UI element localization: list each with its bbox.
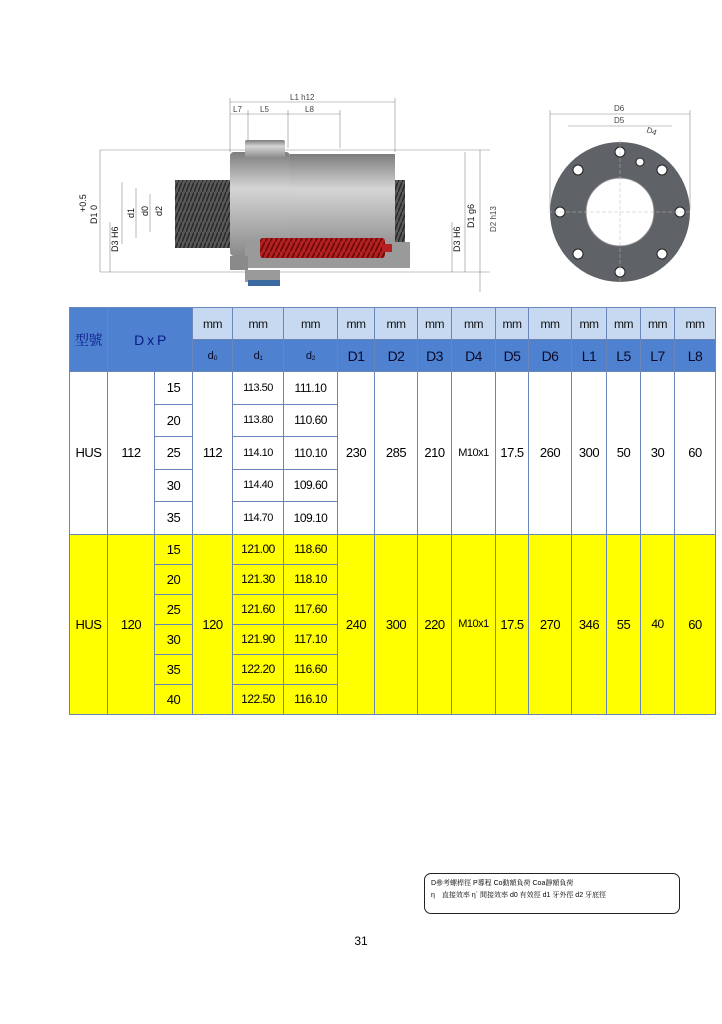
cell-p: 35 [155, 502, 193, 535]
label-d0: d0 [140, 205, 150, 216]
col-header-D3: D3 [418, 340, 452, 372]
col-header-L7: L7 [641, 340, 675, 372]
cell-p: 40 [155, 684, 193, 714]
cell-D4: M10x1 [452, 372, 496, 535]
col-header-L5: L5 [607, 340, 641, 372]
cell-L8: 60 [675, 534, 716, 714]
cell-D2: 285 [375, 372, 418, 535]
cell-d1: 121.30 [233, 564, 284, 594]
cell-L5: 50 [607, 372, 641, 535]
col-header-d2: d₂ [284, 340, 338, 372]
unit-cell: mm [193, 308, 233, 340]
cell-p: 15 [155, 534, 193, 564]
table-group-112 [70, 372, 716, 535]
unit-cell: mm [418, 308, 452, 340]
col-header-L1: L1 [572, 340, 607, 372]
cell-d0: 120 [193, 534, 233, 714]
header-model: 型號 [70, 308, 108, 372]
cell-d2: 117.60 [284, 594, 338, 624]
cell-d1: 121.00 [233, 534, 284, 564]
label-L8: L8 [305, 105, 314, 114]
label-tol: +0.5 [78, 194, 88, 212]
cell-model: HUS [70, 534, 108, 714]
cell-d2: 109.60 [284, 469, 338, 502]
cell-L1: 346 [572, 534, 607, 714]
unit-cell: mm [284, 308, 338, 340]
page-number: 31 [354, 934, 368, 948]
label-D3H6-left: D3 H6 [110, 226, 120, 252]
cell-d1: 121.60 [233, 594, 284, 624]
cell-D4: M10x1 [452, 534, 496, 714]
label-D4: D4 [645, 125, 659, 138]
cell-d1: 114.10 [233, 437, 284, 470]
cell-d1: 113.80 [233, 404, 284, 437]
table-row [70, 534, 716, 564]
cell-D1: 240 [338, 534, 375, 714]
cell-d2: 110.60 [284, 404, 338, 437]
unit-cell: mm [233, 308, 284, 340]
cell-D6: 270 [529, 534, 572, 714]
cell-D3: 210 [418, 372, 452, 535]
label-L5: L5 [260, 105, 269, 114]
label-L7: L7 [233, 105, 242, 114]
cell-D2: 300 [375, 534, 418, 714]
cell-L7: 40 [641, 534, 675, 714]
unit-cell: mm [452, 308, 496, 340]
label-D1g6: D1 g6 [466, 203, 476, 228]
label-D5: D5 [614, 116, 625, 125]
col-header-D2: D2 [375, 340, 418, 372]
label-D6: D6 [614, 104, 625, 113]
cell-D1: 230 [338, 372, 375, 535]
cell-L5: 55 [607, 534, 641, 714]
cell-L1: 300 [572, 372, 607, 535]
cell-p: 15 [155, 372, 193, 405]
unit-cell: mm [641, 308, 675, 340]
cell-p: 35 [155, 654, 193, 684]
label-D2: D2 h13 [489, 206, 498, 232]
unit-cell: mm [529, 308, 572, 340]
cell-d2: 118.10 [284, 564, 338, 594]
cell-p: 25 [155, 594, 193, 624]
cell-d1: 113.50 [233, 372, 284, 405]
label-d1: d1 [126, 207, 136, 218]
legend-note-line-1: D參考螺桿徑 P導程 Co動額負荷 Coa靜額負荷 [431, 880, 574, 887]
unit-cell: mm [675, 308, 716, 340]
cell-d1: 114.40 [233, 469, 284, 502]
cell-p: 30 [155, 469, 193, 502]
col-header-D1: D1 [338, 340, 375, 372]
cell-model: HUS [70, 372, 108, 535]
cell-d2: 116.10 [284, 684, 338, 714]
col-header-L8: L8 [675, 340, 716, 372]
spec-table [69, 307, 716, 715]
cell-d1: 122.50 [233, 684, 284, 714]
cell-d1: 114.70 [233, 502, 284, 535]
table-row [70, 372, 716, 405]
unit-cell: mm [375, 308, 418, 340]
cell-d2: 117.10 [284, 624, 338, 654]
label-D1: D1 0 [89, 204, 99, 224]
col-header-D6: D6 [529, 340, 572, 372]
col-header-D4: D4 [452, 340, 496, 372]
cell-p: 30 [155, 624, 193, 654]
legend-note-box [424, 873, 680, 914]
cell-p: 20 [155, 404, 193, 437]
col-header-d0: d₀ [193, 340, 233, 372]
cell-D5: 17.5 [496, 534, 529, 714]
col-header-d1: d₁ [233, 340, 284, 372]
cell-D6: 260 [529, 372, 572, 535]
unit-cell: mm [338, 308, 375, 340]
cell-d2: 118.60 [284, 534, 338, 564]
unit-cell: mm [607, 308, 641, 340]
cell-d2: 116.60 [284, 654, 338, 684]
unit-cell: mm [496, 308, 529, 340]
cell-d: 120 [108, 534, 155, 714]
cell-d2: 111.10 [284, 372, 338, 405]
legend-note-line-2: η 直接效率 η΄ 間接效率 d0 有效徑 d1 牙外徑 d2 牙底徑 [431, 892, 607, 899]
cell-D3: 220 [418, 534, 452, 714]
label-d2: d2 [154, 205, 164, 216]
front-view-drawing [540, 100, 700, 300]
col-header-D5: D5 [496, 340, 529, 372]
cell-d2: 109.10 [284, 502, 338, 535]
label-D3H6-right: D3 H6 [452, 226, 462, 252]
label-L1: L1 h12 [290, 93, 315, 102]
cell-d0: 112 [193, 372, 233, 535]
cell-D5: 17.5 [496, 372, 529, 535]
cell-d1: 121.90 [233, 624, 284, 654]
cell-L8: 60 [675, 372, 716, 535]
cell-d: 112 [108, 372, 155, 535]
table-group-120 [70, 534, 716, 714]
unit-cell: mm [572, 308, 607, 340]
side-view-drawing [70, 92, 510, 300]
cell-d2: 110.10 [284, 437, 338, 470]
header-dxp: D x P [108, 308, 193, 372]
cell-p: 25 [155, 437, 193, 470]
cell-L7: 30 [641, 372, 675, 535]
cell-d1: 122.20 [233, 654, 284, 684]
cell-p: 20 [155, 564, 193, 594]
